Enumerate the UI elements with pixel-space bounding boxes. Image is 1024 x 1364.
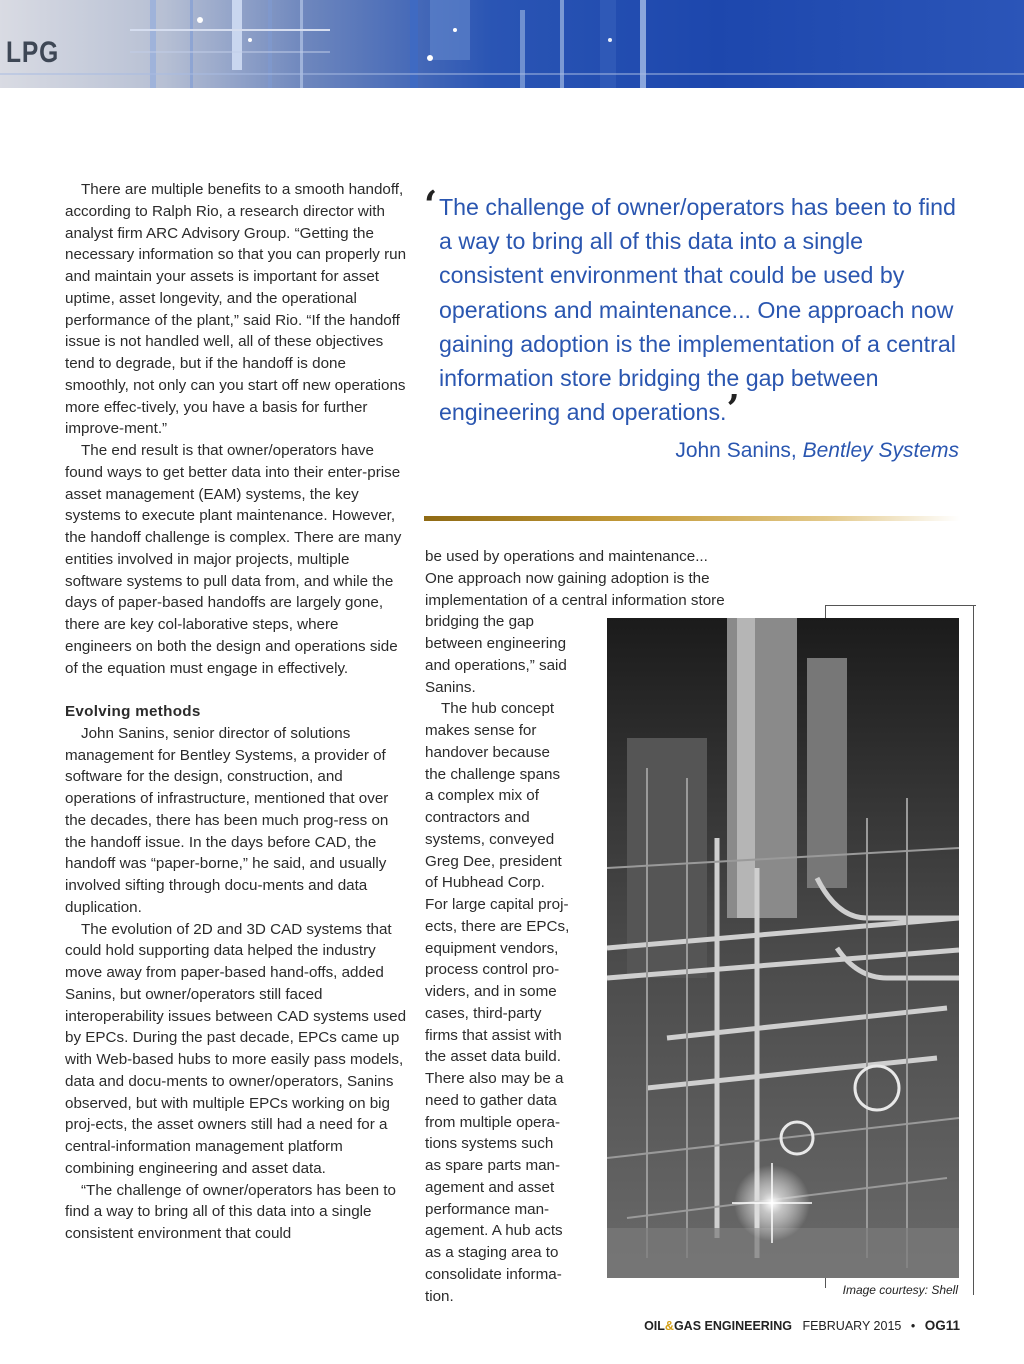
text-line: makes sense for [425, 722, 537, 739]
publication-ampersand: & [664, 1319, 674, 1333]
text-line: There also may be a [425, 1070, 564, 1087]
left-article-column [65, 179, 407, 1245]
page-footer [560, 1318, 960, 1333]
publication-name-part1: OIL [644, 1319, 665, 1333]
text-line: the challenge spans [425, 765, 561, 783]
close-quote-mark-icon: ’ [726, 386, 740, 432]
text-line: need to gather data [425, 1091, 557, 1109]
text-line: the asset data build. [425, 1048, 561, 1066]
body-paragraph: The evolution of 2D and 3D CAD systems that could hold supporting data helped the industry move away from paper-based hand-offs, added Sanins, but owner/operators still faced interoperability issues between CAD systems used by EPCs. During the past decade, EPCs came up with Web-based hubs to more easily pass models, data and docu-ments to owner/operators, Sanins observed, but with multiple EPCs working on big proj-ects, the asset owners still had a need for a central-information management platform combining engineering and asset data. [65, 920, 407, 1177]
text-line: For large capital proj- [425, 896, 569, 913]
text-line: Sanins. [425, 678, 476, 696]
text-line: equipment vendors, [425, 939, 559, 957]
text-line: Greg Dee, president [425, 852, 562, 870]
issue-date: FEBRUARY 2015 [802, 1319, 902, 1333]
text-line: contractors and [425, 809, 530, 826]
text-line: from multiple opera- [425, 1113, 561, 1131]
body-paragraph: John Sanins, senior director of solutions management for Bentley Systems, a provider of software for the design, construction, and operations of infrastructure, mentioned that over the decades, there has been much prog-ress on the handoff issue. In the days before CAD, the handoff was “paper-borne,” he said, and usually involved sifting through docu-ments and data duplication. [65, 724, 389, 916]
text-line: as spare parts man- [425, 1157, 561, 1174]
publication-name-part2: GAS ENGINEERING [673, 1319, 793, 1333]
pull-quote [424, 182, 964, 463]
pull-quote-text: The challenge of owner/operators has been to find a way to bring all of this data into a single consistent environment that could be used by operations and maintenance... One approach now gaining adoption is the implementation of a central information store bridging the gap between engineering and operations. [439, 194, 956, 426]
text-line: between engineering [425, 635, 567, 652]
refinery-photo-graphic [607, 618, 959, 1278]
body-paragraph: The end result is that owner/operators have found ways to get better data into their enter-prise asset management (EAM) systems, the key systems to execute plant maintenance. However, the handoff challenge is complex. There are many entities involved in major projects, multiple software systems to pull data from, and while the days of paper-based handoffs are largely gone, there are key col-laborative steps, where engineers on both the design and operations side of the equation must engage in effectively. [65, 442, 402, 677]
text-line: consolidate informa- [425, 1265, 562, 1283]
pull-quote-attribution [424, 439, 959, 463]
pull-quote-body [439, 190, 967, 432]
page-number: OG11 [924, 1318, 960, 1333]
photo-frame-edge [973, 605, 974, 1295]
gold-divider [424, 516, 960, 521]
text-line: a complex mix of [425, 787, 539, 805]
attribution-company: Bentley Systems [802, 439, 959, 463]
text-line: as a staging area to [425, 1244, 559, 1261]
text-line: tions systems such [425, 1135, 554, 1153]
open-quote-mark-icon: ‘ [424, 182, 438, 227]
banner-section-label: LPG [6, 36, 60, 69]
text-line: of Hubhead Corp. [425, 874, 545, 892]
publication-name [644, 1319, 792, 1333]
text-line: implementation of a central information store [425, 591, 725, 609]
text-line: firms that assist with [425, 1026, 562, 1044]
refinery-photo [607, 618, 959, 1278]
text-line: One approach now gaining adoption is the [425, 569, 710, 587]
footer-separator: • [910, 1319, 916, 1333]
text-line: and operations,” said [425, 656, 567, 674]
text-line: tion. [425, 1287, 454, 1305]
body-paragraph: There are multiple benefits to a smooth handoff, according to Ralph Rio, a research director with analyst firm ARC Advisory Group. “Getting the necessary information so that you can properly run and maintain your assets is important for asset uptime, asset longevity, and the operational performance of the plant,” said Rio. “If the handoff issue is not handled well, all of these objectives tend to degrade, but if the handoff is done smoothly, not only can you start off new operations more effec-tively, you have a basis for further improve-ment.” [65, 181, 407, 438]
text-line: performance man- [425, 1200, 550, 1218]
text-line: agement. A hub acts [425, 1222, 563, 1240]
text-line: bridging the gap [425, 613, 534, 631]
text-line: ects, there are EPCs, [425, 917, 570, 935]
header-banner [0, 0, 1024, 88]
text-line: handover because [425, 743, 550, 761]
attribution-name: John Sanins, [675, 439, 797, 463]
refinery-banner-graphic [0, 0, 1024, 88]
text-line: process control pro- [425, 961, 560, 979]
text-line: cases, third-party [425, 1004, 542, 1022]
text-line: systems, conveyed [425, 830, 555, 848]
body-paragraph: “The challenge of owner/operators has been to find a way to bring all of this data into a single consistent environment that could [65, 1181, 396, 1242]
text-line: The hub concept [441, 700, 555, 718]
text-line: agement and asset [425, 1178, 555, 1196]
section-heading: Evolving methods [65, 703, 201, 720]
text-line: viders, and in some [425, 983, 557, 1000]
text-line: be used by operations and maintenance... [425, 548, 708, 565]
photo-caption: Image courtesy: Shell [842, 1283, 958, 1297]
